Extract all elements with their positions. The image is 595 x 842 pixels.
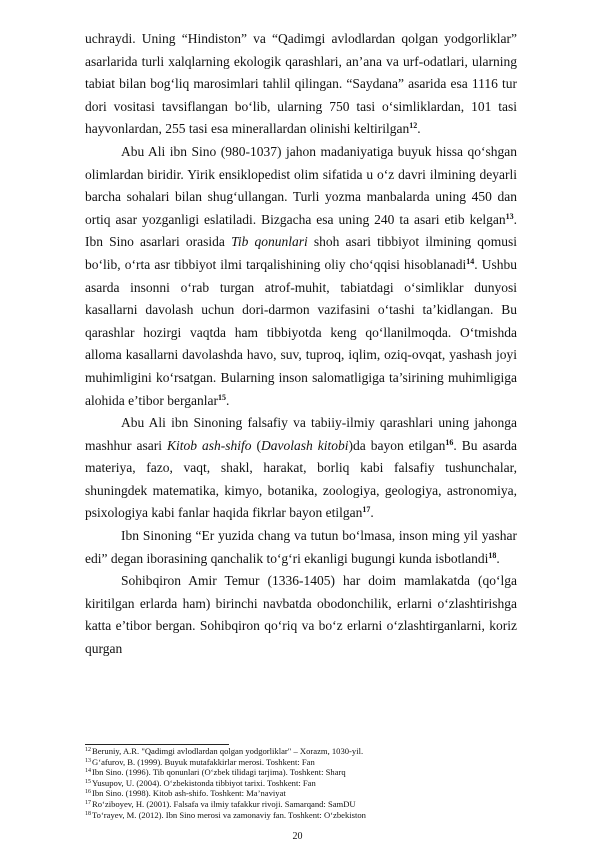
paragraph-amir-temur: Sohibqiron Amir Temur (1336-1405) har doim mamlakatda (qo‘lga kiritilgan erlarda ham) birinchi navbatda obodonchilik, erlarni o‘zlashtirishga katta e’tibor bergan. Sohibqiron qo‘riq va bo‘z erlarni o‘zlashtirganlarni, koriz qurgan bbox=[85, 573, 517, 657]
paragraph-kitob-ash-shifo: Abu Ali ibn Sinoning falsafiy va tabiiy-ilmiy qarashlari uning jahonga mashhur asari Kitob ash-shifo (Davolash kitobi)da bayon etilgan$^{16}$. Bu asarda materiya, fazo, vaqt, shakl, harakat, borliq kabi falsafiy tushunchalar, shuningdek matematika, kimyo, botanika, zoologiya, geologiya, astronomiya, psixologiya kabi fanlar haqida fikrlar bayon etilgan$^{17}$. bbox=[85, 415, 518, 521]
footnote-item: $^{17}$Ro‘ziboyev, H. (2001). Falsafa va ilmiy tafakkur rivoji. Samarqand: SamDU bbox=[85, 798, 356, 809]
paragraph-ibn-sino-quote: Ibn Sinoning “Er yuzida chang va tutun bo‘lmasa, inson ming yil yashar edi” degan iborasining qanchalik to‘g‘ri ekanligi bugungi kunda isbotlandi$^{18}$. bbox=[85, 528, 517, 566]
book-title-kitob-ash-shifo: Kitob ash-shifo bbox=[166, 437, 252, 453]
page-body bbox=[85, 28, 517, 661]
footnote-ref-17: 17 bbox=[362, 505, 371, 515]
footnote-ref-13: 13 bbox=[505, 211, 514, 221]
footnote-item: $^{18}$To‘rayev, M. (2012). Ibn Sino merosi va zamonaviy fan. Toshkent: O‘zbekiston bbox=[85, 809, 366, 820]
footnote-item: $^{14}$Ibn Sino. (1996). Tib qonunlari (O‘zbek tilidagi tarjima). Toshkent: Sharq bbox=[85, 767, 346, 778]
page-number: 20 bbox=[292, 831, 303, 842]
paragraph-beruniy-continuation: uchraydi. Uning “Hindiston” va “Qadimgi avlodlardan qolgan yodgorliklar” asarlarida turli xalqlarning ekologik qarashlari, an’ana va urf-odatlari, ularning tabiat bilan bog‘liq marosimlari tahlil qilingan. “Saydana” asarida esa 1116 tur dori vositasi tavsiflangan bo‘lib, ularning 750 tasi o‘simliklardan, 101 tasi hayvonlardan, 255 tasi esa minerallardan olinishi keltirilgan$^{12}$. bbox=[85, 31, 517, 137]
footnote-ref-15: 15 bbox=[217, 392, 226, 402]
footnotes bbox=[85, 746, 525, 820]
footnote-ref-12: 12 bbox=[409, 121, 418, 131]
footnote-item: $^{13}$G‘afurov, B. (1999). Buyuk mutafakkirlar merosi. Toshkent: Fan bbox=[85, 756, 315, 767]
footnote-item: $^{15}$Yusupov, U. (2004). O‘zbekistonda tibbiyot tarixi. Toshkent: Fan bbox=[85, 777, 316, 788]
footnote-ref-18: 18 bbox=[488, 550, 497, 560]
footnote-item: $^{16}$Ibn Sino. (1998). Kitob ash-shifo. Toshkent: Ma’naviyat bbox=[85, 788, 286, 799]
footnote-ref-14: 14 bbox=[466, 256, 475, 266]
footnote-separator bbox=[85, 744, 229, 745]
footnote-ref-16: 16 bbox=[445, 437, 454, 447]
book-title-tib-qonunlari: Tib qonunlari bbox=[231, 234, 308, 250]
footnote-item: $^{12}$Beruniy, A.R. "Qadimgi avlodlardan qolgan yodgorliklar" – Xorazm, 1030-yil. bbox=[85, 746, 364, 756]
book-title-davolash-kitobi: Davolash kitobi bbox=[260, 437, 349, 453]
paragraph-ibn-sino: Abu Ali ibn Sino (980-1037) jahon madaniyatiga buyuk hissa qo‘shgan olimlardan biridir. Yirik ensiklopedist olim sifatida u o‘z davri ilmining deyarli barcha sohalari bilan shug‘ullangan. Turli yozma manbalarda uning 450 dan ortiq asar yozganligi eslatiladi. Bizgacha esa uning 240 ta asari etib kelgan$^{13}$. Ibn Sino asarlari orasida Tib qonunlari shoh asari tibbiyot ilmining qomusi bo‘lib, o‘rta asr tibbiyot ilmi tarqalishining oliy cho‘qqisi hisoblanadi$^{14}$. Ushbu asarda insonni o‘rab turgan atrof-muhit, tabiatdagi o‘simliklar dunyosi kasallarni davolash uchun dori-darmon vazifasini o‘tashi ta’kidlangan. Bu qarashlar hozirgi vaqtda ham tibbiyotda keng qo‘llanilmoqda. O‘tmishda alloma kasallarni davolashda havo, suv, tuproq, iqlim, oziq-ovqat, yashash joyi muhimligini ko‘rsatgan. Bularning inson salomatligiga ta’sirining muhimligiga alohida e’tibor berganlar$^{15}$. bbox=[85, 143, 517, 408]
